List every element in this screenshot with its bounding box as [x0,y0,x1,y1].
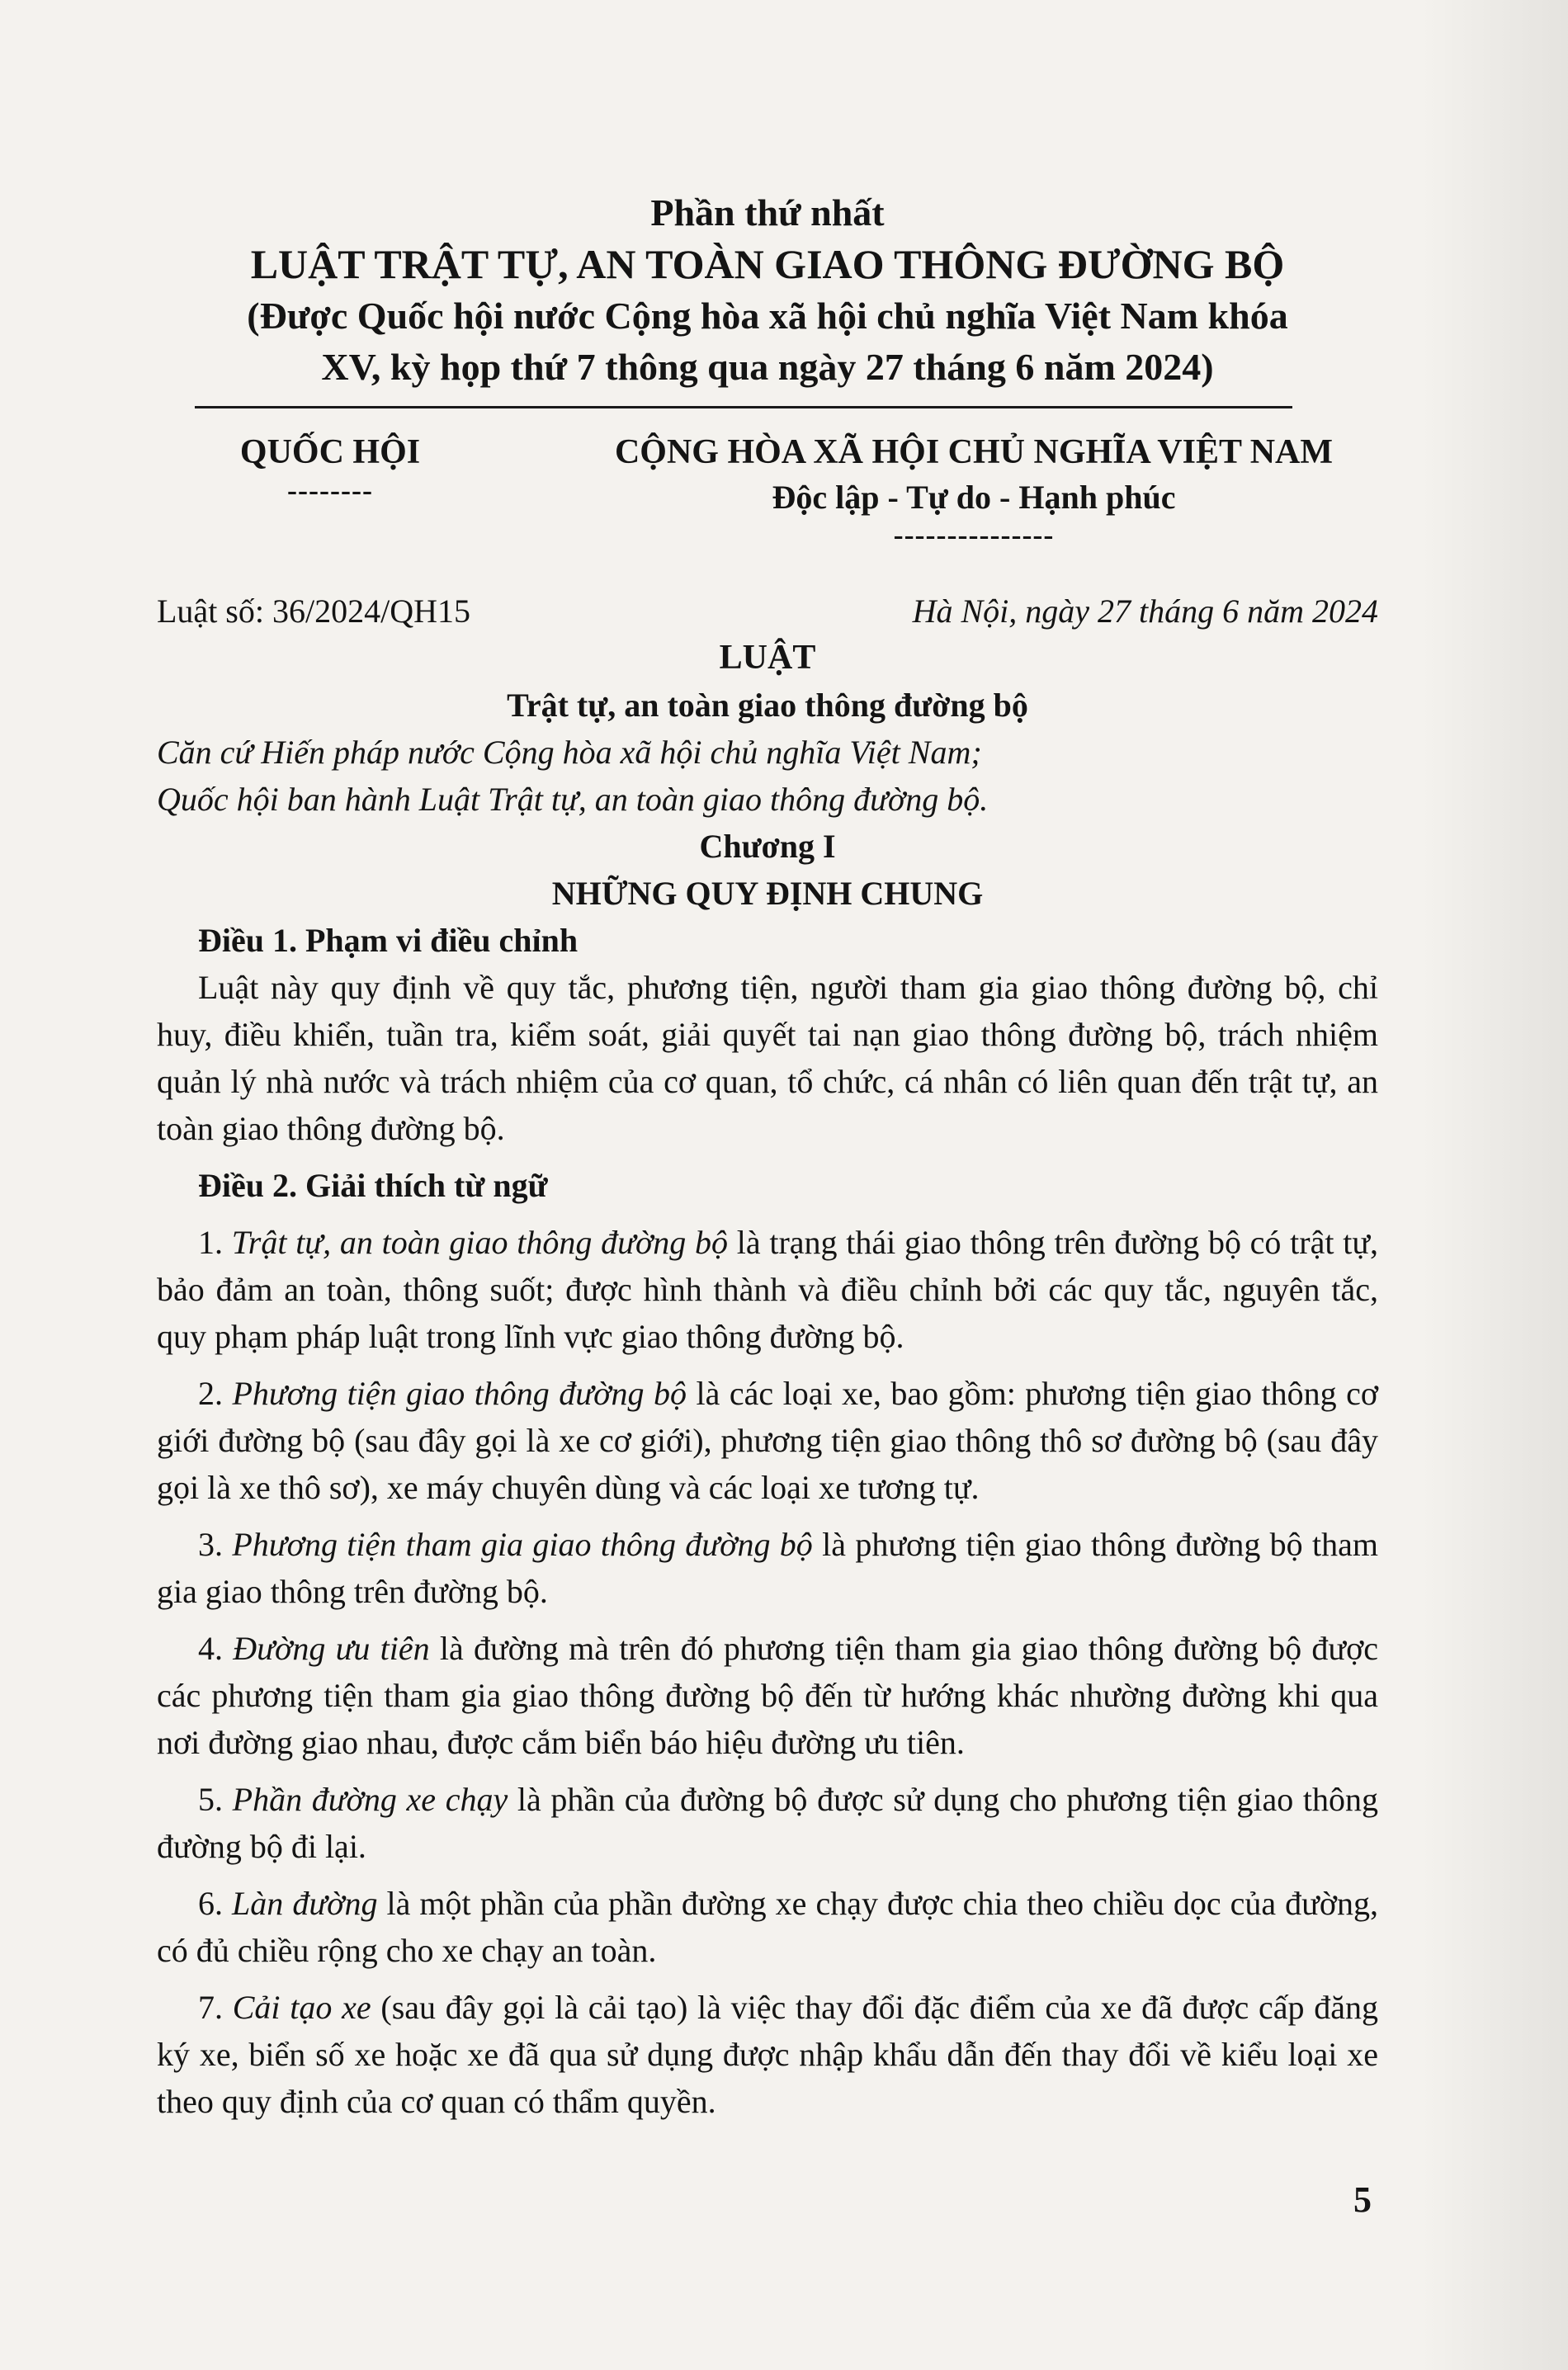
article-1-title: Điều 1. Phạm vi điều chỉnh [198,922,579,959]
item-number: 4. [198,1630,223,1667]
item-definition: là phần của đường bộ được sử dụng cho phương tiện giao thông đường bộ đi lại. [157,1781,1378,1865]
article-2-title: Điều 2. Giải thích từ ngữ [198,1167,548,1204]
item-definition: là phương tiện giao thông đường bộ tham gia giao thông trên đường bộ. [157,1526,1378,1610]
definition-item [157,1776,1378,1870]
definition-item [157,1880,1378,1974]
page-number: 5 [1353,2179,1372,2220]
chapter-number: Chương I [699,828,836,865]
item-number: 2. [198,1375,223,1412]
item-term: Trật tự, an toàn giao thông đường bộ [231,1224,729,1261]
passage-note-line-1: (Được Quốc hội nước Cộng hòa xã hội chủ nghĩa Việt Nam khóa [247,295,1288,337]
item-number: 5. [198,1781,223,1818]
issuer-dashes: -------- [287,474,373,507]
item-term: Phương tiện tham gia giao thông đường bộ [232,1526,813,1563]
item-number: 6. [198,1885,223,1922]
title-divider-line [195,406,1292,408]
legal-basis: Căn cứ Hiến pháp nước Cộng hòa xã hội chủ nghĩa Việt Nam; [157,734,982,771]
definition-item [157,1984,1378,2125]
item-term: Đường ưu tiên [233,1630,430,1667]
item-definition: là các loại xe, bao gồm: phương tiện giao thông cơ giới đường bộ (sau đây gọi là xe cơ giới), phương tiện giao thông thô sơ đường bộ (sau đây gọi là xe thô sơ), xe máy chuyên dùng và các loại xe tương tự. [157,1375,1379,1506]
chapter-title: NHỮNG QUY ĐỊNH CHUNG [551,875,984,912]
motto: Độc lập - Tự do - Hạnh phúc [772,479,1176,516]
law-name: Trật tự, an toàn giao thông đường bộ [507,687,1028,724]
number-date-row [157,588,1378,635]
item-definition: là một phần của phần đường xe chạy được chia theo chiều dọc của đường, có đủ chiều rộng cho xe chạy an toàn. [157,1885,1379,1969]
item-term: Cải tạo xe [232,1989,371,2026]
item-definition: (sau đây gọi là cải tạo) là việc thay đổi đặc điểm của xe đã được cấp đăng ký xe, biển số xe hoặc xe đã qua sử dụng được nhập khẩu dẫn đến thay đổi về kiểu loại xe theo quy định của cơ quan có thẩm quyền. [157,1989,1378,2120]
issuer-name: QUỐC HỘI [239,433,421,471]
item-definition: là trạng thái giao thông trên đường bộ có trật tự, bảo đảm an toàn, thông suốt; được hình thành và điều chỉnh bởi các quy tắc, nguyên tắc, quy phạm pháp luật trong lĩnh vực giao thông đường bộ. [157,1224,1378,1355]
part-title: Phần thứ nhất [650,191,885,234]
item-term: Phần đường xe chạy [232,1781,508,1818]
definition-item [157,1370,1378,1511]
law-number: Luật số: 36/2024/QH15 [157,592,470,630]
item-number: 3. [198,1526,223,1563]
nation-block [569,429,1378,550]
item-definition: là đường mà trên đó phương tiện tham gia giao thông đường bộ được các phương tiện tham gia giao thông đường bộ đến từ hướng khác nhường đường khi qua nơi đường giao nhau, được cắm biển báo hiệu đường ưu tiên. [157,1630,1379,1761]
law-title: LUẬT TRẬT TỰ, AN TOÀN GIAO THÔNG ĐƯỜNG BỘ [250,241,1285,287]
definition-item [157,1219,1378,1360]
item-number: 1. [198,1224,223,1261]
item-term: Làn đường [232,1885,378,1922]
nation-name: CỘNG HÒA XÃ HỘI CHỦ NGHĨA VIỆT NAM [614,433,1334,471]
item-number: 7. [198,1989,223,2026]
place-date: Hà Nội, ngày 27 tháng 6 năm 2024 [912,592,1378,630]
article-1-body: Luật này quy định về quy tắc, phương tiện, người tham gia giao thông đường bộ, chỉ huy, điều khiển, tuần tra, kiểm soát, giải quyết tai nạn giao thông đường bộ, trách nhiệm quản lý nhà nước và trách nhiệm của cơ quan, tổ chức, cá nhân có liên quan đến trật tự, an toàn giao thông đường bộ. [157,969,1378,1147]
motto-dashes: --------------- [893,518,1055,551]
item-term: Phương tiện giao thông đường bộ [232,1375,687,1412]
definition-item [157,1625,1378,1766]
document-header [157,429,1378,550]
promulgation: Quốc hội ban hành Luật Trật tự, an toàn giao thông đường bộ. [157,781,989,818]
passage-note-line-2: XV, kỳ họp thứ 7 thông qua ngày 27 tháng 6 năm 2024) [321,346,1214,388]
law-label: LUẬT [719,639,816,677]
page-shadow [1419,0,1568,2370]
page-content [157,188,1378,2125]
issuer-block [157,429,503,505]
definition-item [157,1521,1378,1615]
